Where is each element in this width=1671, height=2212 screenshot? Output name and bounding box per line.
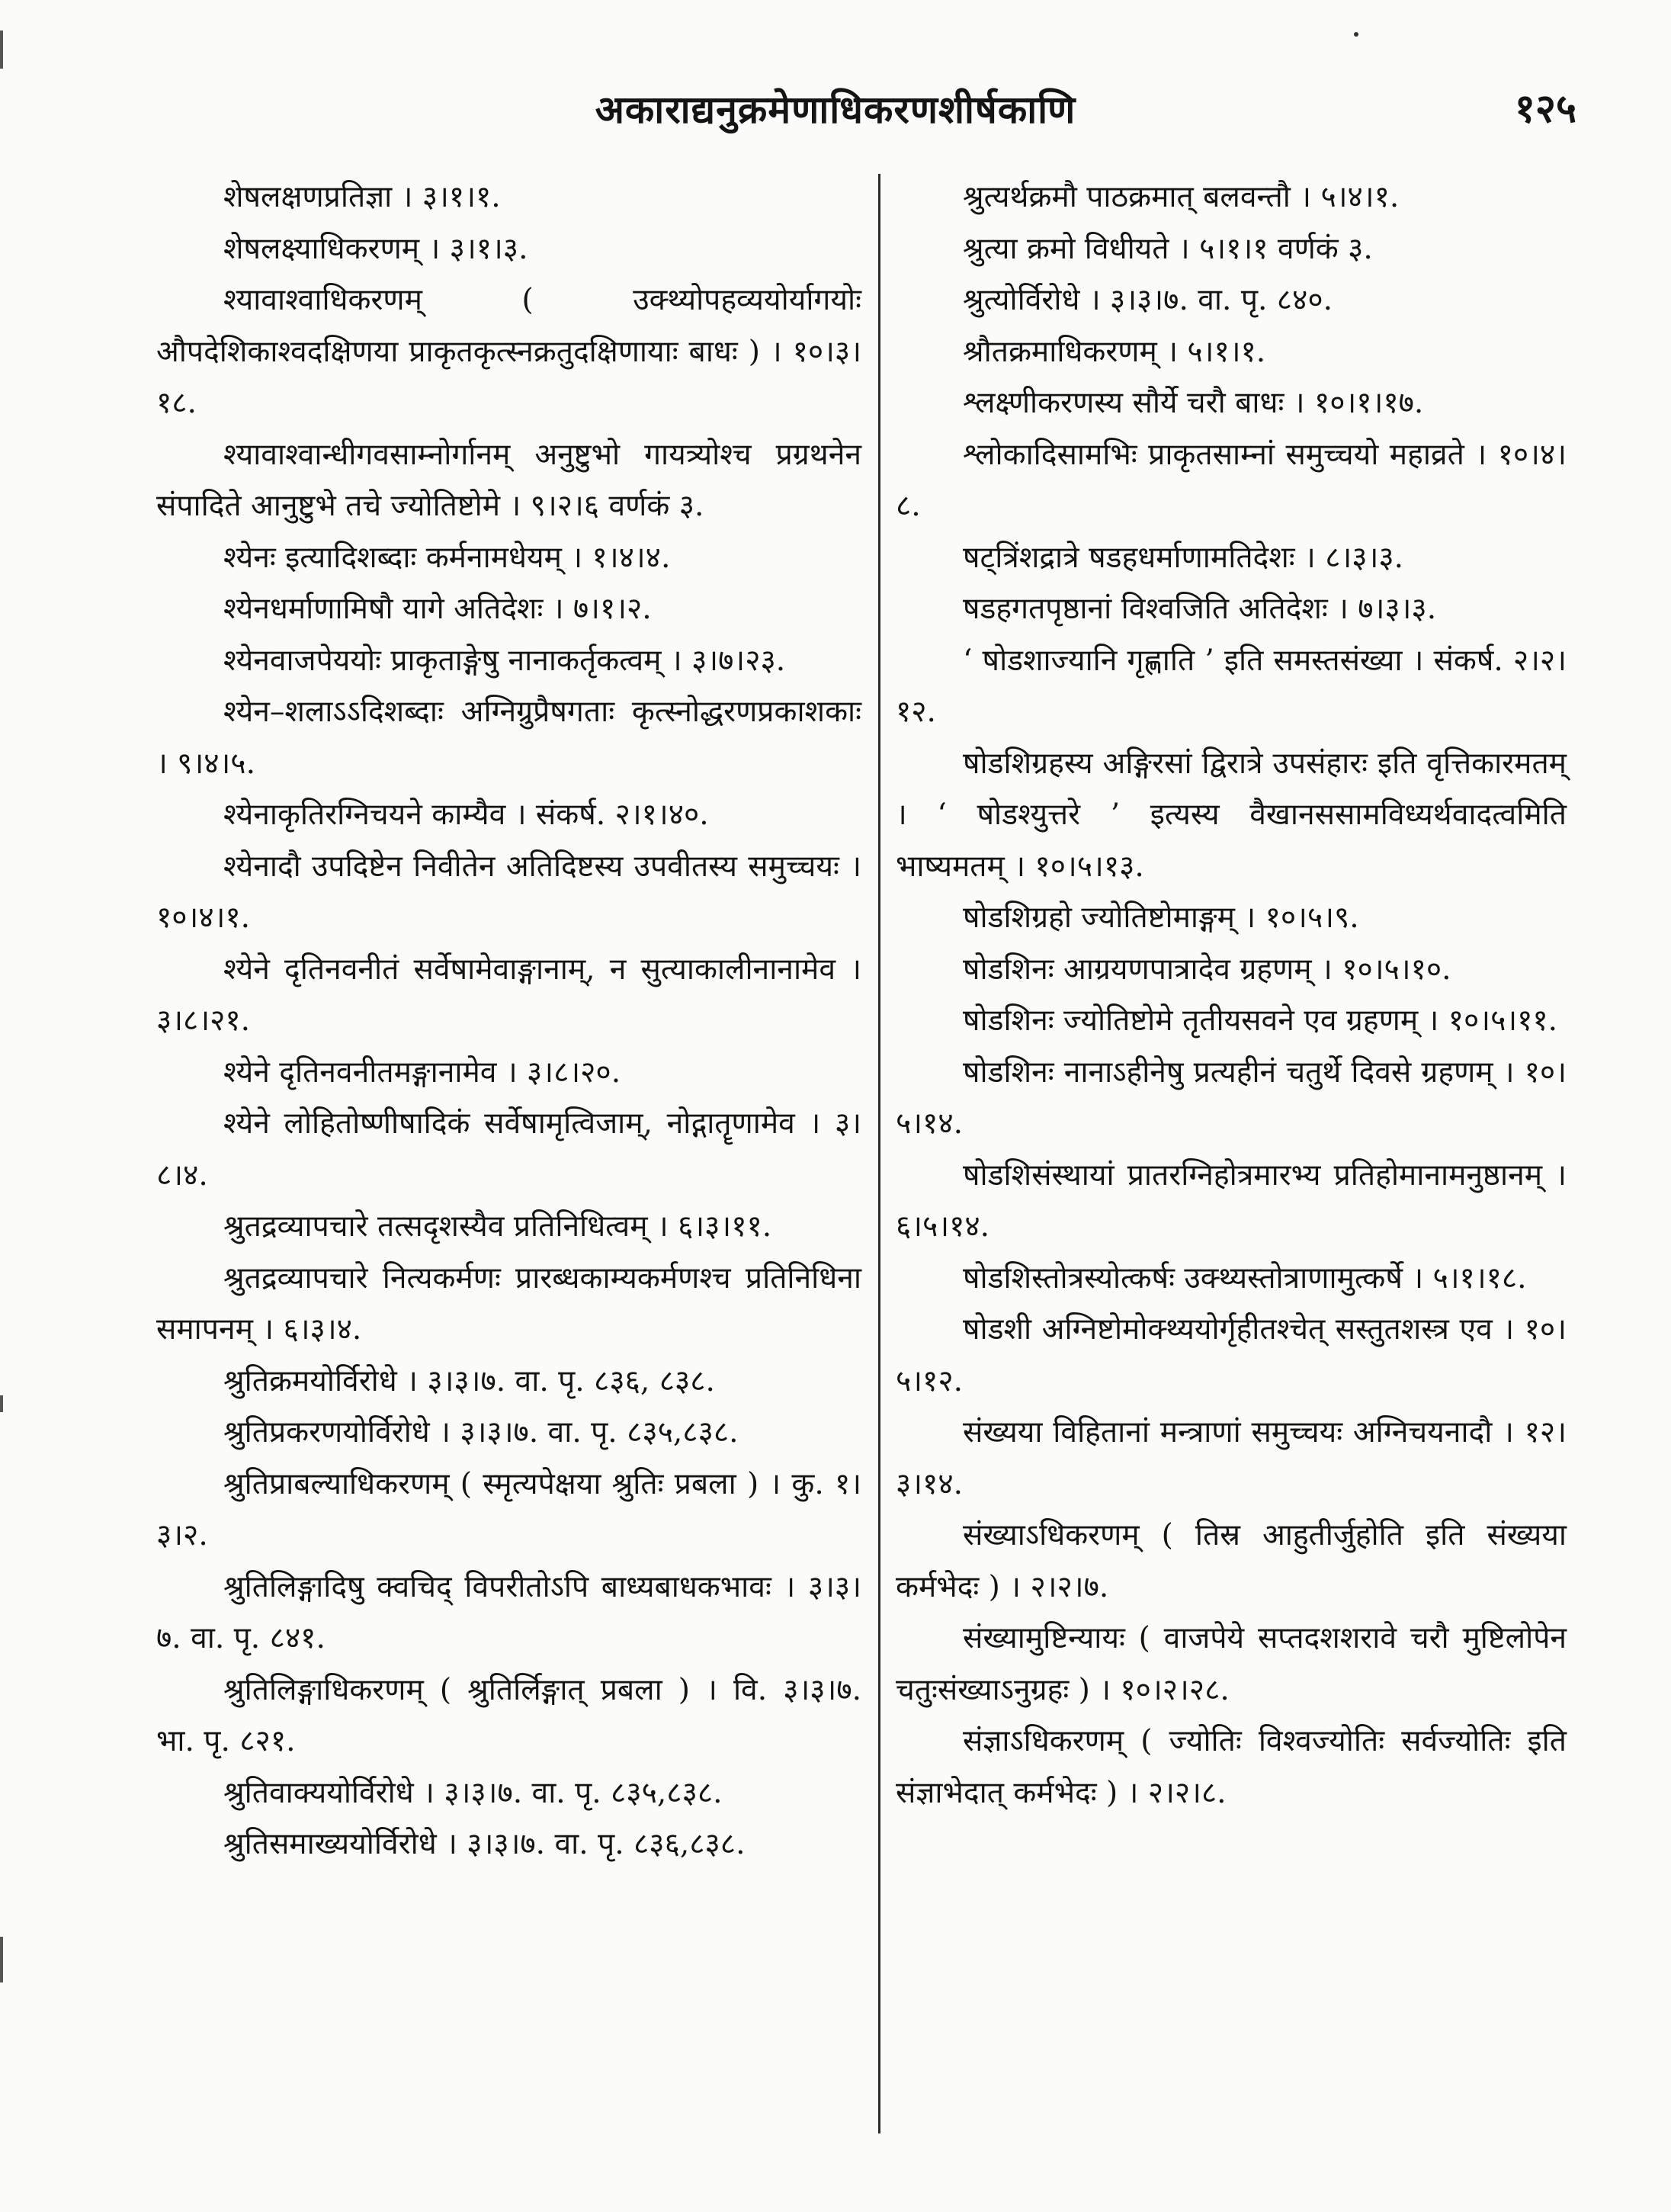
index-entry: श्येनधर्माणामिषौ यागे अतिदेशः । ७।१।२. <box>223 592 652 626</box>
index-entry: श्रौतक्रमाधिकरणम् । ५।१।१. <box>963 334 1266 369</box>
index-entry: श्येनाकृतिरग्निचयने काम्यैव । संकर्ष. २।१।४०. <box>223 798 709 832</box>
running-header-title: अकाराद्यनुक्रमेणाधिकरणशीर्षकाणि <box>595 87 1076 132</box>
index-entry: ‘ षोडशाज्यानि गृह्णाति ’ इति समस्तसंख्या । संकर्ष. २।२।१२. <box>896 643 1567 729</box>
index-entry: श्यावाश्वान्धीगवसाम्नोर्गानम् अनुष्टुभो गायत्र्योश्च प्रग्रथनेन संपादिते आनुष्टुभे तचे ज्योतिष्टोमे । ९।२।६ वर्णकं ३. <box>156 437 861 523</box>
index-entry: षोडशिग्रहो ज्योतिष्टोमाङ्गम् । १०।५।९. <box>963 901 1359 935</box>
index-entry: श्रुतिप्राबल्याधिकरणम् ( स्मृत्यपेक्षया श्रुतिः प्रबला ) । कु. १।३।२. <box>156 1466 861 1552</box>
binding-edge-mark <box>0 30 3 69</box>
index-entry: श्येन–शलाऽऽदिशब्दाः अग्निग्रुप्रैषगताः कृत्स्नोद्धरणप्रकाशकाः । ९।४।५. <box>156 695 861 781</box>
index-entry: शेषलक्षणप्रतिज्ञा । ३।१।१. <box>223 180 501 214</box>
index-entry: श्येने दृतिनवनीतं सर्वेषामेवाङ्गानाम्, न सुत्याकालीनानामेव । ३।८।२१. <box>156 952 861 1038</box>
index-entry: श्रुत्योर्विरोधे । ३।३।७. वा. पृ. ८४०. <box>963 283 1333 317</box>
index-entry: श्रुतिवाक्ययोर्विरोधे । ३।३।७. वा. पृ. ८३५,८३८. <box>223 1775 723 1810</box>
index-entry: श्येनादौ उपदिष्टेन निवीतेन अतिदिष्टस्य उपवीतस्य समुच्चयः । १०।४।१. <box>156 849 861 935</box>
index-entry: श्लोकादिसामभिः प्राकृतसाम्नां समुच्चयो महाव्रते । १०।४।८. <box>896 437 1567 523</box>
binding-edge-mark <box>0 1937 3 1982</box>
index-entry: श्रुतद्रव्यापचारे तत्सदृशस्यैव प्रतिनिधित्वम् । ६।३।११. <box>223 1209 772 1244</box>
index-entry: संज्ञाऽधिकरणम् ( ज्योतिः विश्वज्योतिः सर्वज्योतिः इति संज्ञाभेदात् कर्मभेदः ) । २।२।८. <box>896 1724 1567 1810</box>
index-entry: श्रुतिलिङ्गाधिकरणम् ( श्रुतिर्लिङ्गात् प्रबला ) । वि. ३।३।७. भा. पृ. ८२१. <box>156 1672 861 1758</box>
index-entry: श्येने दृतिनवनीतमङ्गानामेव । ३।८।२०. <box>223 1055 621 1090</box>
index-entry: षोडशी अग्निष्टोमोक्थ्ययोर्गृहीतश्चेत् सस्तुतशस्त्र एव । १०।५।१२. <box>896 1312 1567 1398</box>
index-entry: श्येने लोहितोष्णीषादिकं सर्वेषामृत्विजाम्, नोद्गातॄणामेव । ३।८।४. <box>156 1106 861 1193</box>
index-entry: श्रुतिक्रमयोर्विरोधे । ३।३।७. वा. पृ. ८३६, ८३८. <box>223 1363 715 1398</box>
index-entry: संख्यामुष्टिन्यायः ( वाजपेये सप्तदशशरावे चरौ मुष्टिलोपेन चतुःसंख्याऽनुग्रहः ) । १०।२।२८. <box>896 1621 1567 1707</box>
binding-edge-mark <box>0 1395 3 1412</box>
right-column <box>896 172 1567 1819</box>
index-entry: षडहगतपृष्ठानां विश्वजिति अतिदेशः । ७।३।३. <box>963 592 1437 626</box>
index-entry: षोडशिनः नानाऽहीनेषु प्रत्यहीनं चतुर्थे दिवसे ग्रहणम् । १०।५।१४. <box>896 1055 1567 1141</box>
index-entry: श्रुतद्रव्यापचारे नित्यकर्मणः प्रारब्धकाम्यकर्मणश्च प्रतिनिधिना समापनम् । ६।३।४. <box>156 1260 861 1347</box>
index-entry: शेषलक्ष्याधिकरणम् । ३।१।३. <box>223 231 528 266</box>
index-entry: षोडशिस्तोत्रस्योत्कर्षः उक्थ्यस्तोत्राणामुत्कर्षे । ५।१।१८. <box>963 1260 1527 1295</box>
index-entry: श्येनः इत्यादिशब्दाः कर्मनामधेयम् । १।४।४. <box>223 540 671 575</box>
index-entry: षोडशिसंस्थायां प्रातरग्निहोत्रमारभ्य प्रतिहोमानामनुष्ठानम् । ६।५।१४. <box>896 1157 1567 1244</box>
index-entry: श्रुतिलिङ्गादिषु क्वचिद् विपरीतोऽपि बाध्यबाधकभावः । ३।३।७. वा. पृ. ८४१. <box>156 1569 861 1655</box>
index-entry: संख्यया विहितानां मन्त्राणां समुच्चयः अग्निचयनादौ । १२।३।१४. <box>896 1415 1567 1501</box>
speck-mark <box>1354 32 1358 37</box>
index-entry: श्रुत्यर्थक्रमौ पाठक्रमात् बलवन्तौ । ५।४।१. <box>963 180 1400 214</box>
page-number: १२५ <box>1514 85 1576 132</box>
index-entry: संख्याऽधिकरणम् ( तिस्र आहुतीर्जुहोति इति संख्यया कर्मभेदः ) । २।२।७. <box>896 1518 1567 1604</box>
column-divider <box>878 174 880 2133</box>
index-entry: श्रुत्या क्रमो विधीयते । ५।१।१ वर्णकं ३. <box>963 231 1373 266</box>
index-entry: श्रुतिप्रकरणयोर्विरोधे । ३।३।७. वा. पृ. ८३५,८३८. <box>223 1415 739 1450</box>
index-entry: श्यावाश्वाधिकरणम् ( उक्थ्योपहव्ययोर्यागयोः औपदेशिकाश्वदक्षिणया प्राकृतकृत्स्नक्रतुदक्षिणायाः बाधः ) । १०।३।१८. <box>156 283 861 420</box>
index-entry: षट्त्रिंशद्रात्रे षडहधर्माणामतिदेशः । ८।३।३. <box>963 540 1404 575</box>
index-entry: षोडशिनः आग्रयणपात्रादेव ग्रहणम् । १०।५।१०. <box>963 952 1451 987</box>
index-entry: षोडशिनः ज्योतिष्टोमे तृतीयसवने एव ग्रहणम् । १०।५।११. <box>963 1003 1558 1038</box>
index-entry: षोडशिग्रहस्य अङ्गिरसां द्विरात्रे उपसंहारः इति वृत्तिकारमतम् । ‘ षोडश्युत्तरे ’ इत्यस्य वैखानससामविध्यर्थवादत्वमिति भाष्यमतम् । १०।५।१३. <box>896 746 1567 884</box>
index-entry: श्लक्ष्णीकरणस्य सौर्ये चरौ बाधः । १०।१।१७. <box>963 386 1424 420</box>
index-entry: श्रुतिसमाख्ययोर्विरोधे । ३।३।७. वा. पृ. ८३६,८३८. <box>223 1827 746 1861</box>
left-column <box>156 172 861 1870</box>
index-entry: श्येनवाजपेययोः प्राकृताङ्गेषु नानाकर्तृकत्वम् । ३।७।२३. <box>223 643 786 678</box>
